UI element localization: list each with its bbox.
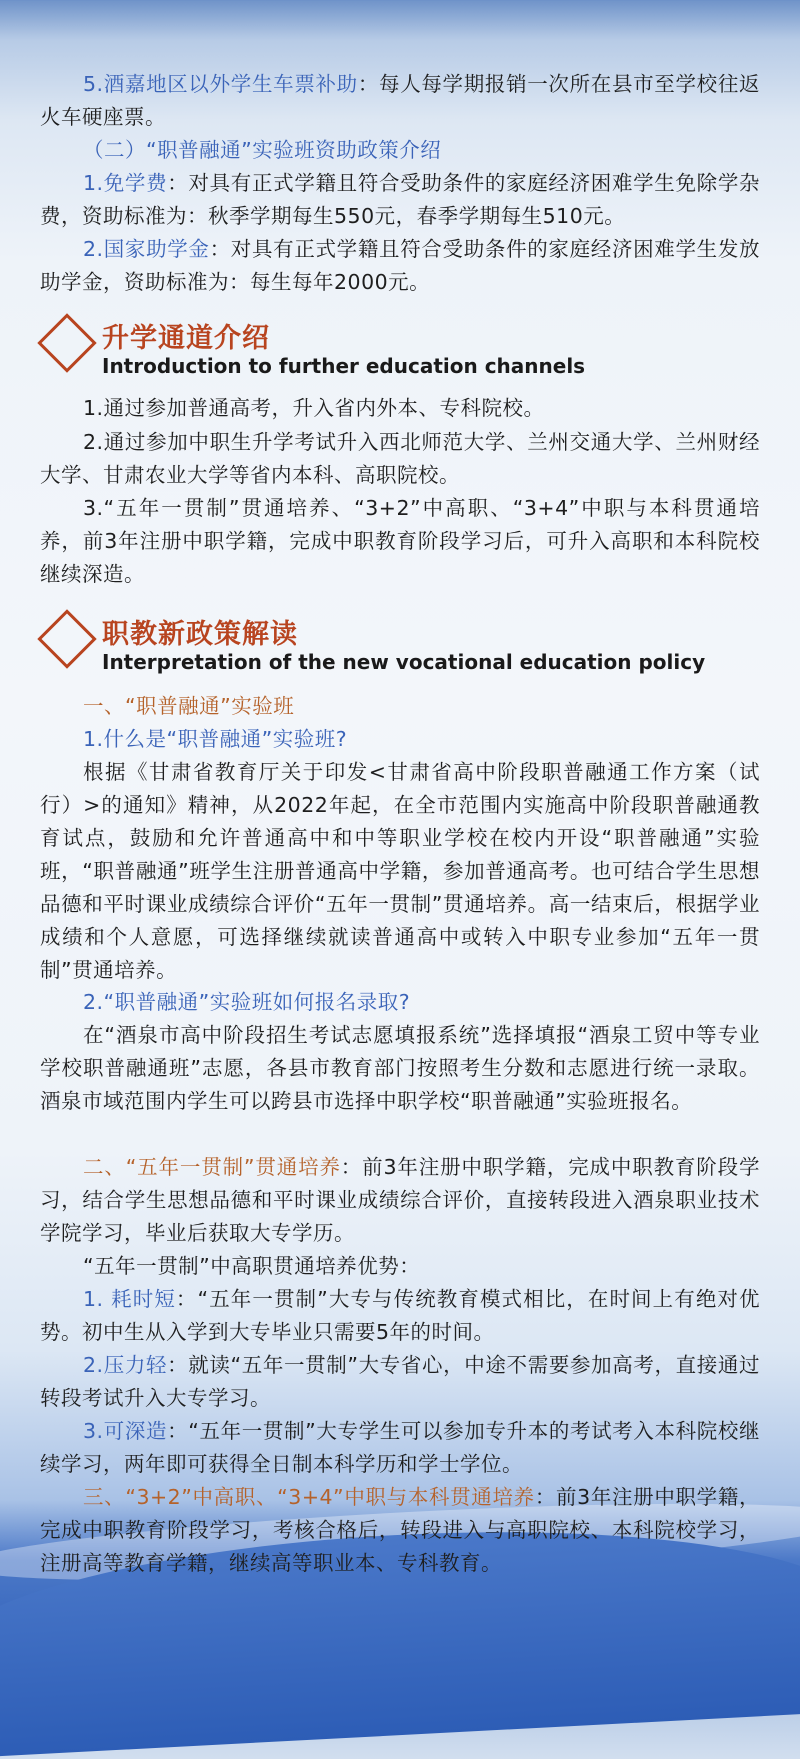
channel-item-1: 1.通过参加普通高考，升入省内外本、专科院校。 [83, 396, 545, 420]
three-plus-paragraph [0, 1481, 800, 1580]
policy-title-cn: 职教新政策解读 [102, 619, 298, 650]
integration-subsidy-heading: （二）“职普融通”实验班资助政策介绍 [83, 138, 442, 162]
advantage-3-label: 3.可深造 [83, 1419, 168, 1443]
channel-item-2: 2.通过参加中职生升学考试升入西北师范大学、兰州交通大学、兰州财经大学、甘肃农业大学等省内本科、高职院校。 [40, 430, 760, 487]
integration-question-2: 2.“职普融通”实验班如何报名录取? [83, 990, 411, 1014]
integration-answer-1: 根据《甘肃省教育厅关于印发<甘肃省高中阶段职普融通工作方案（试行）>的通知》精神，从2022年起，在全市范围内实施高中阶段职普融通教育试点，鼓励和允许普通高中和中等职业学校在校内开设“职普融通”实验班，“职普融通”班学生注册普通高中学籍，参加普通高考。也可结合学生思想品德和平时课业成绩综合评价“五年一贯制”贯通培养。高一结束后，根据学业成绩和个人意愿，可选择继续就读普通高中或转入中职专业参加“五年一贯制”贯通培养。 [40, 760, 760, 982]
integration-question-1: 1.什么是“职普融通”实验班? [83, 727, 348, 751]
subsidy-ticket-text: ：每人每学期报销一次所在县市至学校往返火车硬座票。 [40, 72, 760, 129]
subsidy-ticket-paragraph [0, 68, 800, 134]
advantage-2-label: 2.压力轻 [83, 1353, 168, 1377]
tuition-free-paragraph [0, 167, 800, 233]
advantages-heading: “五年一贯制”中高职贯通培养优势： [83, 1254, 421, 1278]
policy-title-en: Interpretation of the new vocational education policy [102, 650, 706, 674]
tuition-free-text: ：对具有正式学籍且符合受助条件的家庭经济困难学生免除学杂费，资助标准为：秋季学期每生550元，春季学期每生510元。 [40, 171, 760, 228]
channels-title-en: Introduction to further education channels [102, 354, 586, 378]
channels-section-heading [40, 312, 760, 382]
advantage-2 [0, 1349, 800, 1415]
advantage-1-label: 1. 耗时短 [83, 1287, 176, 1311]
integration-answer-2: 在“酒泉市高中阶段招生考试志愿填报系统”选择填报“酒泉工贸中等专业学校职普融通班”志愿，各县市教育部门按照考生分数和志愿进行统一录取。酒泉市域范围内学生可以跨县市选择中职学校“职普融通”实验班报名。 [40, 1023, 760, 1113]
subsidy-ticket-label: 5.酒嘉地区以外学生车票补助 [83, 72, 358, 96]
channel-item-3: 3.“五年一贯制”贯通培养、“3+2”中高职、“3+4”中职与本科贯通培养，前3年注册中职学籍，完成中职教育阶段学习后，可升入高职和本科院校继续深造。 [40, 496, 760, 586]
five-year-paragraph [0, 1151, 800, 1250]
advantage-1-text: ：“五年一贯制”大专与传统教育模式相比，在时间上有绝对优势。初中生从入学到大专毕业只需要5年的时间。 [40, 1287, 760, 1344]
national-grant-label: 2.国家助学金 [83, 237, 210, 261]
integration-class-heading: 一、“职普融通”实验班 [83, 694, 295, 718]
diamond-icon [37, 313, 96, 372]
policy-section-heading [40, 608, 780, 678]
advantage-3-text: ：“五年一贯制”大专学生可以参加专升本的考试考入本科院校继续学习，两年即可获得全日制本科学历和学士学位。 [40, 1419, 760, 1476]
advantage-1 [0, 1283, 800, 1349]
channels-title-cn: 升学通道介绍 [102, 323, 270, 354]
national-grant-text: ：对具有正式学籍且符合受助条件的家庭经济困难学生发放助学金，资助标准为：每生每年2000元。 [40, 237, 761, 294]
diamond-icon [37, 609, 96, 668]
five-year-label: 二、“五年一贯制”贯通培养 [83, 1155, 341, 1179]
tuition-free-label: 1.免学费 [83, 171, 168, 195]
advantage-3 [0, 1415, 800, 1481]
five-year-text: ：前3年注册中职学籍，完成中职教育阶段学习，结合学生思想品德和平时课业成绩综合评价，直接转段进入酒泉职业技术学院学习，毕业后获取大专学历。 [40, 1155, 760, 1245]
national-grant-paragraph [0, 233, 800, 299]
advantage-2-text: ：就读“五年一贯制”大专省心，中途不需要参加高考，直接通过转段考试升入大专学习。 [40, 1353, 760, 1410]
three-plus-text: ：前3年注册中职学籍，完成中职教育阶段学习，考核合格后，转段进入与高职院校、本科院校学习，注册高等教育学籍，继续高等职业本、专科教育。 [40, 1485, 760, 1575]
three-plus-label: 三、“3+2”中高职、“3+4”中职与本科贯通培养 [83, 1485, 535, 1509]
